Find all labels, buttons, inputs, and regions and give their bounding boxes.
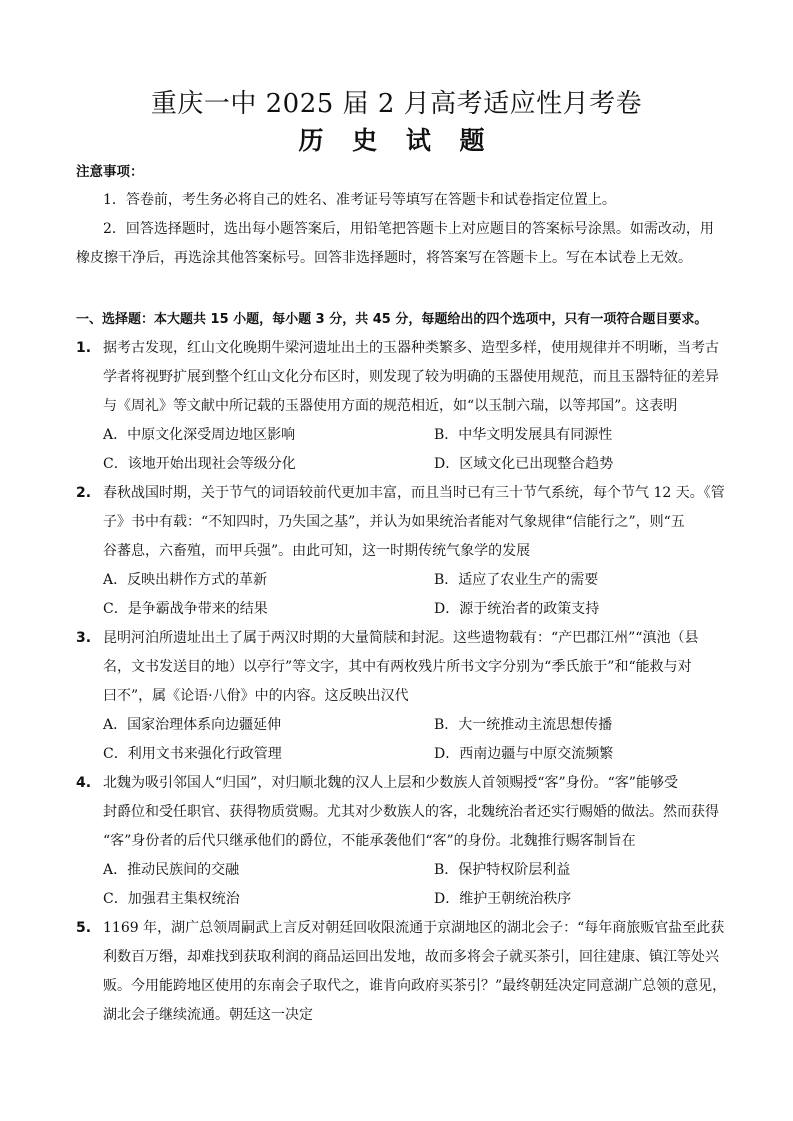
question-text: 湖北会子继续流通。朝廷这一决定 — [103, 1007, 313, 1023]
option-c[interactable]: C．该地开始出现社会等级分化 — [103, 456, 296, 472]
notice-item: 2．回答选择题时，选出每小题答案后，用铅笔把答题卡上对应题目的答案标号涂黑。如需改动，用 — [103, 221, 714, 237]
option-c[interactable]: C．是争霸战争带来的结果 — [103, 601, 268, 617]
question-text: 曰不”，属《论语·八佾》中的内容。这反映出汉代 — [103, 688, 409, 704]
option-b[interactable]: B．大一统推动主流思想传播 — [434, 717, 613, 733]
option-b[interactable]: B．适应了农业生产的需要 — [434, 572, 599, 588]
option-b[interactable]: B．保护特权阶层利益 — [434, 862, 571, 878]
question-text: 学者将视野扩展到整个红山文化分布区时，则发现了较为明确的玉器使用规范，而且玉器特征的差异 — [103, 369, 719, 385]
question-number: 3. — [76, 630, 92, 646]
question-number: 4. — [76, 775, 92, 791]
option-d[interactable]: D．源于统治者的政策支持 — [434, 601, 600, 617]
option-d[interactable]: D．维护王朝统治秩序 — [434, 891, 572, 907]
option-a[interactable]: A．中原文化深受周边地区影响 — [103, 427, 296, 443]
notice-item: 橡皮擦干净后，再选涂其他答案标号。回答非选择题时，将答案写在答题卡上。写在本试卷上无效。 — [76, 250, 692, 266]
question-text: 封爵位和受任职官、获得物质赏赐。尤其对少数族人的客，北魏统治者还实行赐婚的做法。然而获得 — [103, 804, 719, 820]
question-number: 1. — [76, 340, 92, 356]
option-a[interactable]: A．反映出耕作方式的革新 — [103, 572, 268, 588]
option-d[interactable]: D．区域文化已出现整合趋势 — [434, 456, 614, 472]
question-text: 1169 年，湖广总领周嗣武上言反对朝廷回收限流通于京湖地区的湖北会子：“每年商旅贩官盐至此获 — [103, 920, 725, 936]
question-text: 利数百万缗，却难找到获取利润的商品运回出发地，故而多将会子就买茶引，回往建康、镇江等处兴 — [103, 949, 719, 965]
question-text: 据考古发现，红山文化晚期牛梁河遗址出土的玉器种类繁多、造型多样，使用规律并不明晰，当考古 — [103, 340, 719, 356]
option-c[interactable]: C．利用文书来强化行政管理 — [103, 746, 282, 762]
option-b[interactable]: B．中华文明发展具有同源性 — [434, 427, 613, 443]
question-text: 贩。今用能跨地区使用的东南会子取代之，谁肯向政府买茶引？”最终朝廷决定同意湖广总领的意见， — [103, 978, 727, 994]
option-a[interactable]: A．推动民族间的交融 — [103, 862, 240, 878]
page-subtitle: 历 史 试 题 — [298, 126, 495, 155]
option-d[interactable]: D．西南边疆与中原交流频繁 — [434, 746, 614, 762]
notice-heading: 注意事项： — [76, 164, 144, 180]
question-number: 5. — [76, 920, 92, 936]
notice-item: 1．答卷前，考生务必将自己的姓名、准考证号等填写在答题卡和试卷指定位置上。 — [103, 192, 616, 208]
question-text: 名，文书发送目的地）以亭行”等文字，其中有两枚残片所书文字分别为“季氏旅于”和“能救与对 — [103, 659, 692, 675]
question-text: “客”身份者的后代只继承他们的爵位，不能承袭他们“客”的身份。北魏推行赐客制旨在 — [103, 833, 636, 849]
option-c[interactable]: C．加强君主集权统治 — [103, 891, 240, 907]
option-a[interactable]: A．国家治理体系向边疆延伸 — [103, 717, 282, 733]
section-heading: 一、选择题：本大题共 15 小题，每小题 3 分，共 45 分，每题给出的四个选项中，只有一项符合题目要求。 — [76, 312, 708, 327]
question-text: 谷蕃息，六畜殖，而甲兵强”。由此可知，这一时期传统气象学的发展 — [103, 543, 531, 559]
question-text: 子》书中有载：“不知四时，乃失国之基”，并认为如果统治者能对气象规律“信能行之”，则“五 — [103, 514, 685, 530]
question-text: 昆明河泊所遗址出土了属于两汉时期的大量简牍和封泥。这些遗物载有：“产巴郡江州”“滇池（县 — [103, 630, 699, 646]
question-number: 2. — [76, 485, 92, 501]
question-text: 与《周礼》等文献中所记载的玉器使用方面的规范相近，如“以玉制六瑞，以等邦国”。这表明 — [103, 398, 678, 414]
question-text: 春秋战国时期，关于节气的词语较前代更加丰富，而且当时已有三十节气系统，每个节气 12 天。《管 — [103, 485, 725, 501]
question-text: 北魏为吸引邻国人“归国”，对归顺北魏的汉人上层和少数族人首领赐授“客”身份。“客”能够受 — [103, 775, 678, 791]
page-title: 重庆一中 2025 届 2 月高考适应性月考卷 — [150, 89, 643, 119]
